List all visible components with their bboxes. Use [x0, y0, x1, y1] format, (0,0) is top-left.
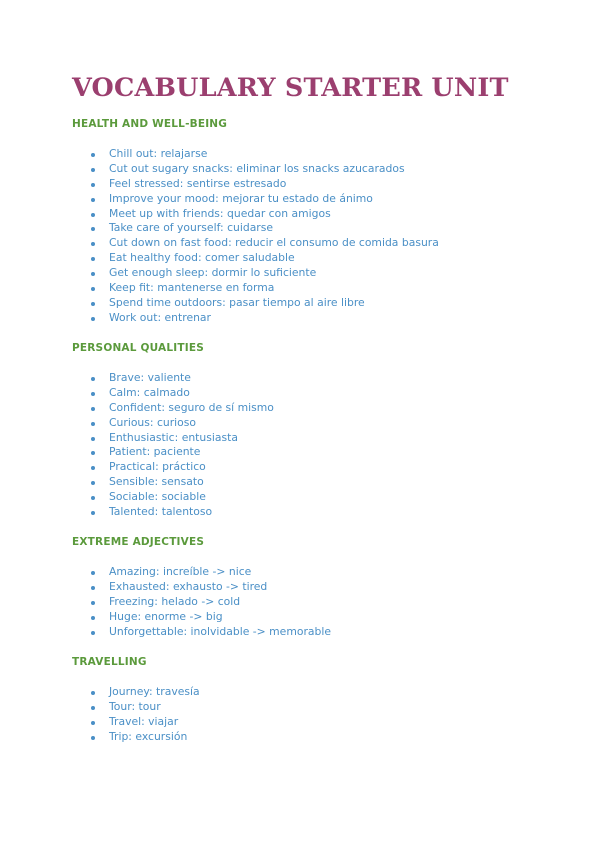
- list-item: Enthusiastic: entusiasta: [90, 431, 274, 446]
- section-heading: HEALTH AND WELL-BEING: [72, 118, 228, 130]
- list-item: Eat healthy food: comer saludable: [90, 251, 439, 266]
- list-item: Huge: enorme -> big: [90, 610, 331, 625]
- section-travelling: [72, 655, 200, 743]
- list-item: Trip: excursión: [90, 730, 200, 745]
- list-item: Get enough sleep: dormir lo suficiente: [90, 266, 439, 281]
- page-title: VOCABULARY STARTER UNIT: [72, 73, 509, 103]
- list-item: Cut down on fast food: reducir el consumo de comida basura: [90, 236, 439, 251]
- list-item: Practical: práctico: [90, 460, 274, 475]
- list-item: Cut out sugary snacks: eliminar los snacks azucarados: [90, 162, 439, 177]
- list-item: Tour: tour: [90, 700, 200, 715]
- list-item: Talented: talentoso: [90, 505, 274, 520]
- list-item: Travel: viajar: [90, 715, 200, 730]
- vocabulary-list: [90, 685, 200, 745]
- list-item: Curious: curioso: [90, 416, 274, 431]
- vocabulary-list: [90, 371, 274, 520]
- list-item: Sociable: sociable: [90, 490, 274, 505]
- list-item: Sensible: sensato: [90, 475, 274, 490]
- list-item: Journey: travesía: [90, 685, 200, 700]
- section-health-and-well-being: [72, 117, 439, 324]
- list-item: Improve your mood: mejorar tu estado de ánimo: [90, 192, 439, 207]
- list-item: Calm: calmado: [90, 386, 274, 401]
- list-item: Brave: valiente: [90, 371, 274, 386]
- list-item: Meet up with friends: quedar con amigos: [90, 207, 439, 222]
- list-item: Patient: paciente: [90, 445, 274, 460]
- list-item: Exhausted: exhausto -> tired: [90, 580, 331, 595]
- list-item: Keep fit: mantenerse en forma: [90, 281, 439, 296]
- section-extreme-adjectives: [72, 535, 331, 638]
- list-item: Confident: seguro de sí mismo: [90, 401, 274, 416]
- list-item: Take care of yourself: cuidarse: [90, 221, 439, 236]
- section-heading: EXTREME ADJECTIVES: [72, 536, 205, 548]
- vocabulary-list: [90, 565, 331, 639]
- list-item: Work out: entrenar: [90, 311, 439, 326]
- list-item: Amazing: increíble -> nice: [90, 565, 331, 580]
- list-item: Spend time outdoors: pasar tiempo al aire libre: [90, 296, 439, 311]
- section-heading: PERSONAL QUALITIES: [72, 342, 204, 354]
- list-item: Feel stressed: sentirse estresado: [90, 177, 439, 192]
- section-personal-qualities: [72, 341, 274, 519]
- list-item: Freezing: helado -> cold: [90, 595, 331, 610]
- section-heading: TRAVELLING: [72, 656, 147, 668]
- vocabulary-list: [90, 147, 439, 326]
- list-item: Unforgettable: inolvidable -> memorable: [90, 625, 331, 640]
- list-item: Chill out: relajarse: [90, 147, 439, 162]
